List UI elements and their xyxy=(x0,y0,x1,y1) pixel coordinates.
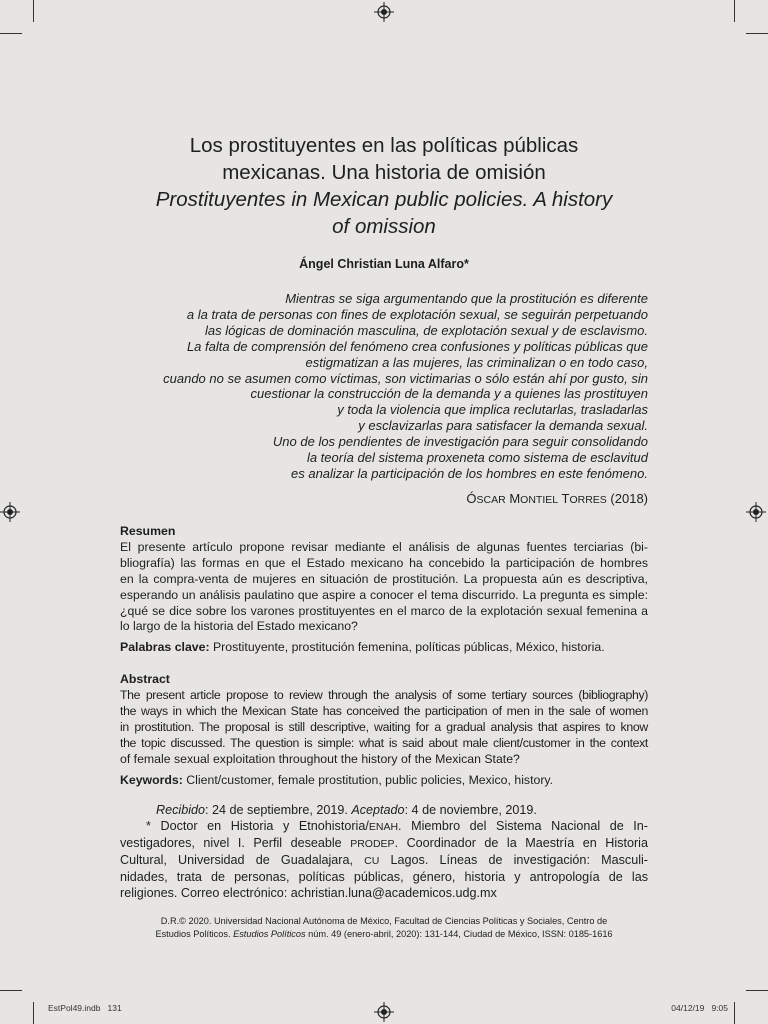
author-note-smallcaps: CU xyxy=(364,854,380,867)
abstract-section xyxy=(120,672,648,767)
palabras-clave xyxy=(120,640,648,656)
epigraph-author-smallcaps: ORRES xyxy=(569,494,607,506)
crop-mark xyxy=(33,1002,34,1024)
title-spanish-line: Los prostituyentes en las políticas públicas xyxy=(189,134,579,157)
epigraph-line: a la trata de personas con fines de explotación sexual, se seguirán perpetuando xyxy=(186,306,648,322)
copyright-line: D.R.© 2020. Universidad Nacional Autónoma de México, Facultad de Ciencias Políticas y Sociales, Centro de xyxy=(160,916,608,926)
copyright-text: Estudios Políticos. xyxy=(155,929,234,939)
copyright-notice xyxy=(100,915,668,941)
author-note-line xyxy=(120,853,648,870)
keywords-text: Client/customer, female prostitution, public policies, Mexico, history. xyxy=(182,773,554,787)
epigraph-line: y esclavizarlas para satisfacer la demanda sexual. xyxy=(358,418,648,434)
palabras-clave-text: Prostituyente, prostitución femenina, políticas públicas, México, historia. xyxy=(209,640,605,654)
author-note-line xyxy=(120,819,648,836)
crop-mark xyxy=(0,990,22,991)
epigraph-attribution xyxy=(466,491,648,506)
abstract-line: The present article propose to review through the analysis of some tertiary sources (bibliography) xyxy=(120,687,648,702)
author-footnote xyxy=(120,803,648,901)
author-note-smallcaps: PRODEP xyxy=(350,837,395,850)
abstract-heading: Abstract xyxy=(120,672,170,686)
author-note-text: * Doctor en Historia y Etnohistoria/ xyxy=(146,818,369,833)
epigraph xyxy=(108,291,648,482)
palabras-clave-label: Palabras clave: xyxy=(120,640,210,654)
crop-mark xyxy=(734,0,735,22)
printer-slug-date: 04/12/19 9:05 xyxy=(671,1003,728,1013)
abstract-line: of female sexual exploitation throughout the history of the Mexican State? xyxy=(120,751,520,766)
epigraph-author-initial: T xyxy=(561,491,570,506)
title-english-line: Prostituyentes in Mexican public policies. A history xyxy=(155,188,613,211)
epigraph-author-initial: M xyxy=(509,491,521,506)
article-title xyxy=(100,132,668,240)
epigraph-line: cuestionar la construcción de la demanda y a quienes las prostituyen xyxy=(250,386,648,402)
crop-mark xyxy=(734,1002,735,1024)
title-spanish-line: mexicanas. Una historia de omisión xyxy=(222,161,546,184)
crop-mark xyxy=(33,0,34,22)
epigraph-author-smallcaps: SCAR xyxy=(476,494,506,506)
received-dates xyxy=(120,803,648,819)
epigraph-line: cuando no se asumen como víctimas, son victimarias o sólo están ahí por gusto, sin xyxy=(163,370,648,386)
journal-name: Estudios Políticos xyxy=(233,929,306,939)
resumen-line: bliografía) las formas en que el Estado mexicano ha concebido la participación de hombres xyxy=(120,555,648,570)
keywords xyxy=(120,773,648,789)
aceptado-label: Aceptado xyxy=(351,803,405,817)
epigraph-line: estigmatizan a las mujeres, las criminalizan o en todo caso, xyxy=(305,354,648,370)
author-note-line: nidades, trata de personas, políticas públicas, género, historia y antropología de las xyxy=(120,869,648,884)
epigraph-line: la teoría del sistema proxeneta como sistema de esclavitud xyxy=(306,450,648,466)
recibido-date: : 24 de septiembre, 2019. xyxy=(205,803,352,817)
article-author: Ángel Christian Luna Alfaro* xyxy=(299,257,469,271)
keywords-label: Keywords: xyxy=(120,773,183,787)
abstract-line: the ways in which the Mexican State has conceived the participation of men in the sale of women xyxy=(120,703,648,718)
author-note-text: . Miembro del Sistema Nacional de In- xyxy=(398,818,648,833)
resumen-line: esperando un análisis paulatino que aspire a conocer el tema discurrido. La pregunta es simple: xyxy=(120,587,648,602)
author-note-text: . Coordinador de la Maestría en Historia xyxy=(394,835,648,850)
epigraph-line: La falta de comprensión del fenómeno crea confusiones y políticas públicas que xyxy=(186,338,648,354)
crop-mark xyxy=(746,990,768,991)
epigraph-author-smallcaps: ONTIEL xyxy=(520,494,559,506)
abstract-line: in prostitution. The proposal is still descriptive, waiting for a gradual analysis that aspires to know xyxy=(120,719,648,734)
registration-mark-icon xyxy=(374,1002,394,1022)
title-english-line: of omission xyxy=(332,215,436,238)
printer-slug-file: EstPol49.indb 131 xyxy=(48,1003,122,1013)
resumen-line: ¿qué se dice sobre los varones prostituyentes en el marco de la explotación sexual femenina a xyxy=(120,603,648,618)
epigraph-line: es analizar la participación de los hombres en este fenómeno. xyxy=(291,465,648,481)
epigraph-line: y toda la violencia que implica reclutarlas, trasladarlas xyxy=(337,402,648,418)
registration-mark-icon xyxy=(746,502,766,522)
epigraph-author-initial: Ó xyxy=(466,491,477,506)
epigraph-line: Uno de los pendientes de investigación para seguir consolidando xyxy=(272,434,648,450)
author-note-text: vestigadores, nivel I. Perfil deseable xyxy=(120,835,351,850)
resumen-heading: Resumen xyxy=(120,524,176,538)
resumen-line: El presente artículo propone revisar mediante el análisis de algunas fuentes terciarias (bi- xyxy=(120,539,648,554)
author-note-smallcaps: ENAH xyxy=(368,820,399,833)
copyright-text: núm. 49 (enero-abril, 2020): 131-144, Ciudad de México, ISSN: 0185-1616 xyxy=(305,929,613,939)
resumen-line: en la compra-venta de mujeres en situación de prostitución. La propuesta aún es descriptiva, xyxy=(120,571,648,586)
crop-mark xyxy=(0,33,22,34)
author-note-line xyxy=(120,836,648,853)
registration-mark-icon xyxy=(0,502,20,522)
registration-mark-icon xyxy=(374,2,394,22)
epigraph-line: Mientras se siga argumentando que la prostitución es diferente xyxy=(285,291,648,306)
author-note-text: Cultural, Universidad de Guadalajara, xyxy=(120,852,365,867)
abstract-line: the topic discussed. The question is simple: what is said about male client/customer in the context xyxy=(120,735,648,750)
copyright-line xyxy=(100,928,668,941)
recibido-label: Recibido xyxy=(156,803,206,817)
aceptado-date: : 4 de noviembre, 2019. xyxy=(404,803,537,817)
crop-mark xyxy=(746,33,768,34)
epigraph-line: las lógicas de dominación masculina, de explotación sexual y de esclavismo. xyxy=(205,322,648,338)
resumen-line: lo largo de la historia del Estado mexicano? xyxy=(120,619,358,634)
epigraph-year: (2018) xyxy=(610,491,648,506)
resumen-section xyxy=(120,524,648,635)
author-note-text: Lagos. Líneas de investigación: Masculi- xyxy=(379,852,648,867)
author-note-line: religiones. Correo electrónico: achristian.luna@academicos.udg.mx xyxy=(120,885,497,900)
